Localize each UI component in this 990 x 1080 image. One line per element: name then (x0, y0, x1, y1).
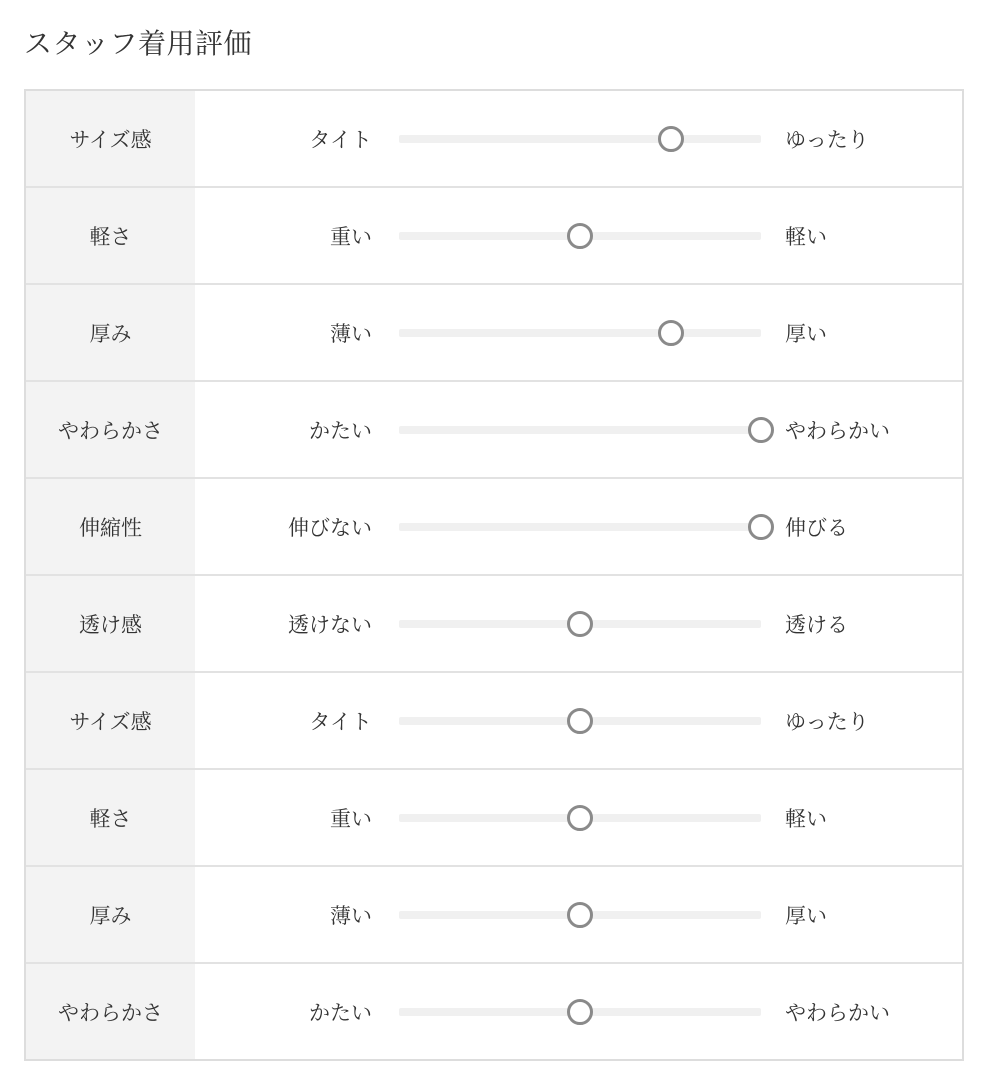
scale-high-label: 軽い (785, 224, 827, 249)
slider-track (399, 1008, 761, 1016)
rating-scale (195, 673, 962, 768)
slider-knob[interactable] (567, 611, 593, 637)
scale-high-label: ゆったり (785, 127, 869, 152)
slider-knob[interactable] (748, 514, 774, 540)
attribute-label: サイズ感 (26, 673, 195, 768)
slider-track (399, 620, 761, 628)
evaluation-row (26, 673, 962, 770)
scale-low-label: 薄い (330, 321, 372, 346)
page-title: スタッフ着用評価 (24, 27, 253, 60)
rating-scale (195, 576, 962, 671)
scale-low-label: 重い (330, 806, 372, 831)
slider-track (399, 911, 761, 919)
scale-high-label: 厚い (785, 321, 827, 346)
evaluation-row (26, 91, 962, 188)
evaluation-row (26, 576, 962, 673)
scale-high-label: やわらかい (785, 1000, 890, 1025)
scale-low-label: 薄い (330, 903, 372, 928)
attribute-label: 軽さ (26, 770, 195, 865)
attribute-label: サイズ感 (26, 91, 195, 186)
slider-track (399, 426, 761, 434)
slider-knob[interactable] (567, 223, 593, 249)
attribute-label: やわらかさ (26, 964, 195, 1059)
slider-knob[interactable] (567, 708, 593, 734)
scale-low-label: かたい (309, 418, 372, 443)
scale-high-label: やわらかい (785, 418, 890, 443)
scale-high-label: 透ける (785, 612, 848, 637)
slider-track (399, 523, 761, 531)
evaluation-row (26, 479, 962, 576)
slider-knob[interactable] (567, 805, 593, 831)
rating-scale (195, 285, 962, 380)
evaluation-row (26, 964, 962, 1059)
scale-high-label: 伸びる (785, 515, 848, 540)
attribute-label: やわらかさ (26, 382, 195, 477)
slider-knob[interactable] (567, 902, 593, 928)
scale-low-label: かたい (309, 1000, 372, 1025)
slider-knob[interactable] (567, 999, 593, 1025)
rating-scale (195, 382, 962, 477)
slider-track (399, 329, 761, 337)
slider-knob[interactable] (658, 320, 684, 346)
scale-low-label: 透けない (288, 612, 372, 637)
slider-track (399, 717, 761, 725)
evaluation-row (26, 770, 962, 867)
scale-high-label: ゆったり (785, 709, 869, 734)
evaluation-row (26, 188, 962, 285)
evaluation-row (26, 867, 962, 964)
rating-scale (195, 867, 962, 962)
evaluation-row (26, 285, 962, 382)
scale-high-label: 軽い (785, 806, 827, 831)
rating-scale (195, 188, 962, 283)
evaluation-table (24, 89, 964, 1061)
scale-low-label: タイト (309, 127, 372, 152)
scale-low-label: タイト (309, 709, 372, 734)
slider-track (399, 232, 761, 240)
attribute-label: 厚み (26, 867, 195, 962)
scale-low-label: 伸びない (288, 515, 372, 540)
rating-scale (195, 479, 962, 574)
slider-track (399, 814, 761, 822)
attribute-label: 厚み (26, 285, 195, 380)
attribute-label: 透け感 (26, 576, 195, 671)
slider-knob[interactable] (748, 417, 774, 443)
rating-scale (195, 964, 962, 1059)
scale-high-label: 厚い (785, 903, 827, 928)
attribute-label: 軽さ (26, 188, 195, 283)
slider-track (399, 135, 761, 143)
evaluation-row (26, 382, 962, 479)
scale-low-label: 重い (330, 224, 372, 249)
rating-scale (195, 770, 962, 865)
slider-knob[interactable] (658, 126, 684, 152)
attribute-label: 伸縮性 (26, 479, 195, 574)
rating-scale (195, 91, 962, 186)
